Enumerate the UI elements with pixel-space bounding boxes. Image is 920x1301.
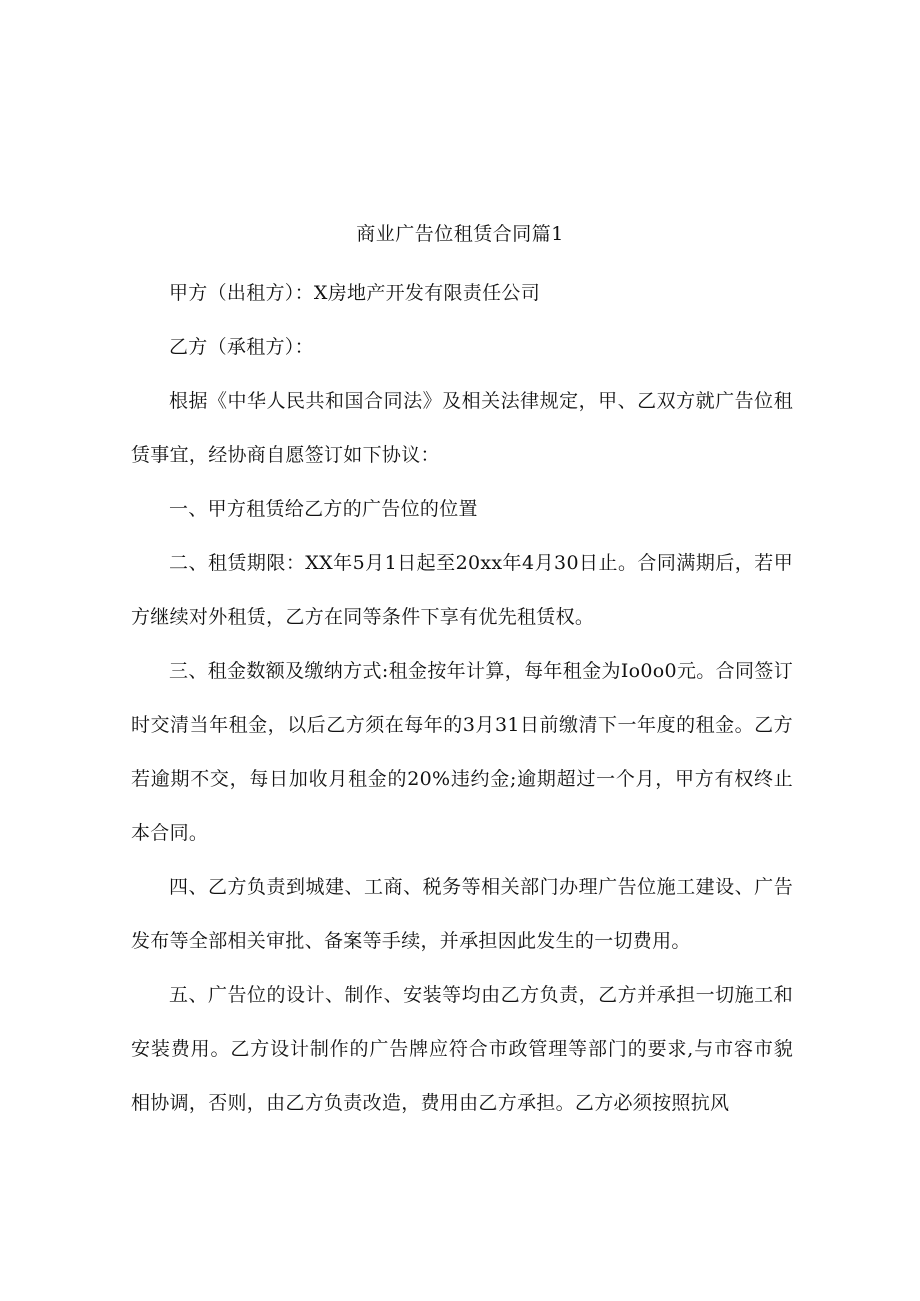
clause-4: 四、乙方负责到城建、工商、税务等相关部门办理广告位施工建设、广告发布等全部相关审批、备案等手续，并承担因此发生的一切费用。 <box>131 876 793 952</box>
clause-3: 三、租金数额及缴纳方式:租金按年计算，每年租金为Io0o0元。合同签订时交清当年租金，以后乙方须在每年的3月31日前缴清下一年度的租金。乙方若逾期不交，每日加收月租金的20%违约金;逾期超过一个月，甲方有权终止本合同。 <box>131 660 793 844</box>
clause-5: 五、广告位的设计、制作、安装等均由乙方负责，乙方并承担一切施工和安装费用。乙方设计制作的广告牌应符合市政管理等部门的要求,与市容市貌相协调，否则，由乙方负责改造，费用由乙方承担。乙方必须按照抗风 <box>131 984 793 1114</box>
party-b-line: 乙方（承租方）： <box>169 336 314 358</box>
clause-1: 一、甲方租赁给乙方的广告位的位置 <box>169 498 478 520</box>
clause-2: 二、租赁期限：XX年5月1日起至20xx年4月30日止。合同满期后，若甲方继续对外租赁，乙方在同等条件下享有优先租赁权。 <box>131 552 793 628</box>
document-body <box>131 266 793 1130</box>
preamble-paragraph: 根据《中华人民共和国合同法》及相关法律规定，甲、乙双方就广告位租赁事宜，经协商自愿签订如下协议： <box>131 390 793 466</box>
document-title: 商业广告位租赁合同篇1 <box>356 223 564 245</box>
party-a-line: 甲方（出租方）：X房地产开发有限责任公司 <box>169 282 541 304</box>
